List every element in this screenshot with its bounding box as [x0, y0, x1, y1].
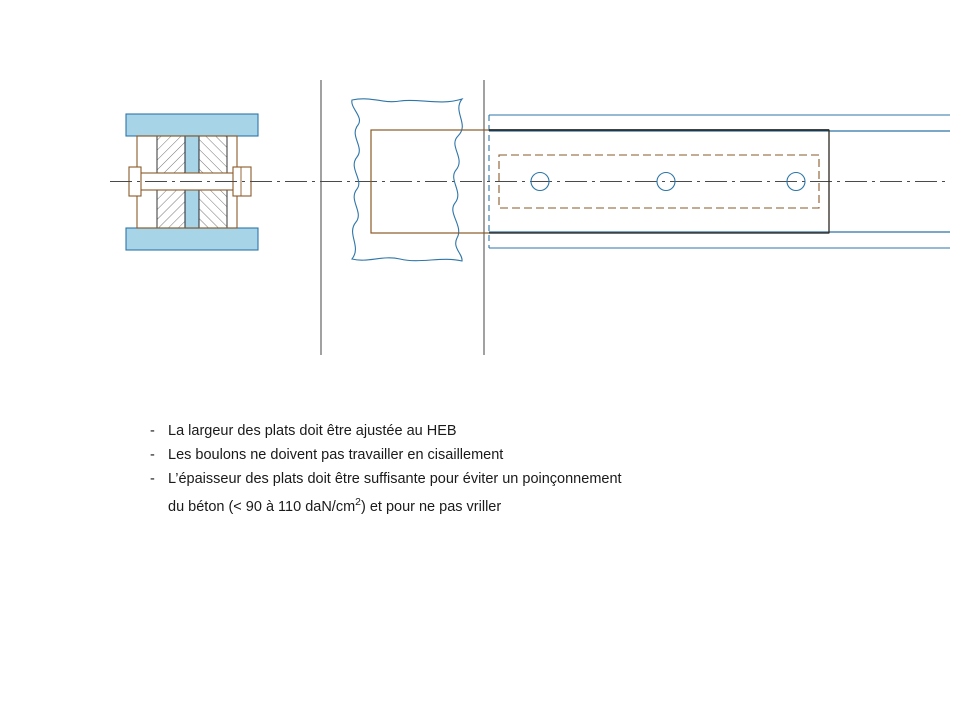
note-item [150, 420, 850, 442]
notes-list [150, 420, 850, 518]
note-item [150, 468, 850, 490]
break-line-wavy [352, 99, 462, 261]
elevation-view [352, 99, 950, 261]
note-continuation-post: ) et pour ne pas vriller [360, 498, 502, 515]
note-bullet: - [150, 423, 155, 439]
note-continuation [150, 492, 850, 518]
note-item [150, 444, 850, 466]
note-text: La largeur des plats doit être ajustée au HEB [168, 423, 457, 439]
note-text: Les boulons ne doivent pas travailler en cisaillement [168, 447, 504, 463]
note-continuation-pre: du béton (< 90 à 110 daN/cm [168, 498, 356, 515]
note-continuation-sup: 2 [355, 497, 361, 508]
note-bullet: - [150, 471, 155, 487]
section-bottom-flange [126, 228, 258, 250]
section-top-flange [126, 114, 258, 136]
note-text: L’épaisseur des plats doit être suffisante pour éviter un poinçonnement [168, 471, 622, 487]
note-bullet: - [150, 447, 155, 463]
